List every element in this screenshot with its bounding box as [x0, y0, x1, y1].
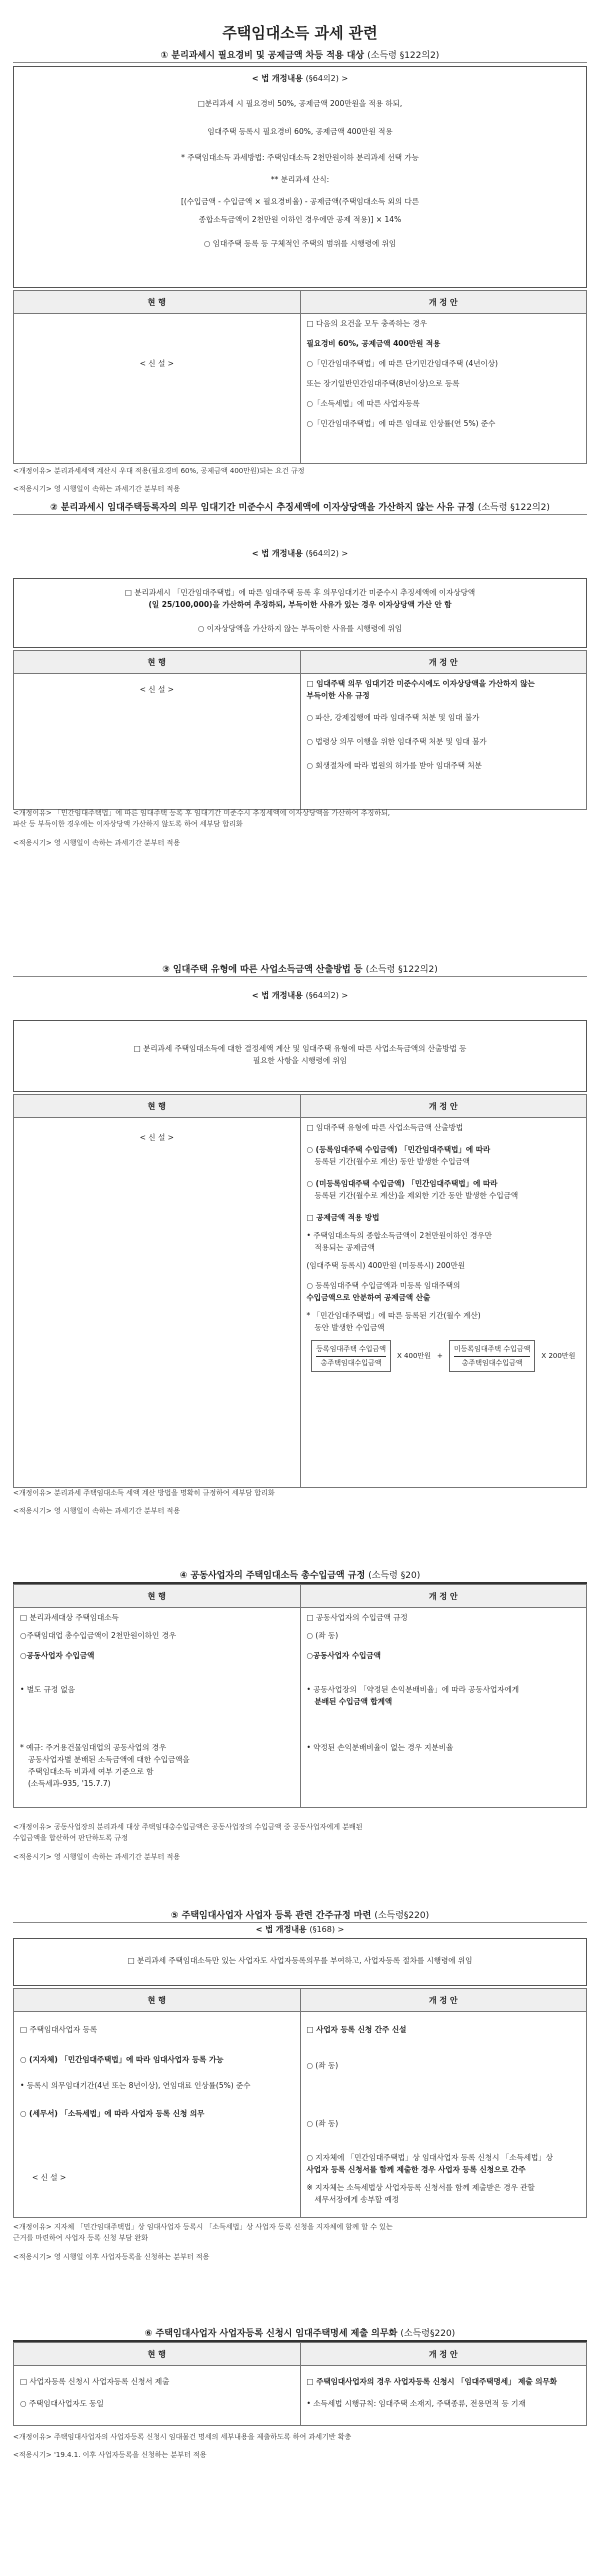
- section-3-proposed-line: ○ (등록임대주택 수입금액) 「민간임대주택법」에 따라: [306, 1145, 491, 1154]
- section-5-law-heading-ref: (§168) >: [309, 1925, 345, 1934]
- section-1-law-line: 임대주택 등록시 필요경비 60%, 공제금액 400만원 적용: [207, 127, 393, 136]
- section-5-law-box: [13, 1938, 587, 1986]
- section-3-law-box: [13, 1020, 587, 1092]
- section-1-law-lines: [14, 98, 586, 250]
- section-2-heading-text: ② 분리과세시 임대주택등록자의 의무 임대기간 미준수시 추징세액에 이자상당액을 가산하지 않는 사유 규정: [50, 503, 475, 513]
- section-5-note-reason: [13, 2222, 587, 2244]
- section-5-note-reason-line: <개정이유> 지자체 「민간임대주택법」상 임대사업자 등록시 「소득세법」상 사업자 등록 신청을 지자체에 함께 할 수 있는: [13, 2223, 393, 2231]
- section-1-proposed-line: 또는 장기일반민간임대주택(8년이상)으로 등록: [306, 379, 460, 388]
- section-5-current-line: ○ (지자체) 「민간임대주택법」에 따라 임대사업자 등록 가능: [20, 2055, 224, 2064]
- section-4-current-line: 공동사업자별 분배된 소득금액에 대한 수입금액을: [28, 1755, 190, 1764]
- section-4-proposed-line: • 약정된 손익분배비율이 없는 경우 지분비율: [306, 1743, 454, 1752]
- section-3-proposed-cell: [300, 1118, 587, 1488]
- section-4-note-reason-line: 수입금액을 합산하여 판단하도록 규정: [13, 1834, 128, 1842]
- section-1-note-reason: <개정이유> 분리과세세액 계산시 우대 적용(필요경비 60%, 공제금액 400만원)되는 요건 규정: [13, 467, 305, 475]
- section-5-proposed-line: 세무서장에게 송부할 예정: [314, 2195, 399, 2204]
- section-4-heading-ref: (소득령 §20): [368, 1571, 421, 1581]
- section-4-current-line: • 별도 규정 없음: [20, 1685, 76, 1694]
- section-3-proposed-line: 등록된 기간(월수로 계산) 동안 발생한 수입금액: [314, 1157, 470, 1166]
- section-1-law-line: ○ 임대주택 등록 등 구체적인 주택의 범위를 시행령에 위임: [203, 239, 397, 248]
- section-3-proposed-line: □ 임대주택 유형에 따른 사업소득금액 산출방법: [306, 1123, 464, 1132]
- section-3-proposed-line: 등록된 기간(월수로 계산)을 제외한 기간 동안 발생한 수입금액: [314, 1191, 519, 1200]
- section-4-current-line: ○공동사업자 수입금액: [20, 1651, 95, 1660]
- page-title: 주택임대소득 과세 관련: [222, 24, 378, 42]
- section-1-heading-text: ① 분리과세시 필요경비 및 공제금액 차등 적용 대상: [160, 51, 365, 61]
- section-1-proposed-line: 필요경비 60%, 공제금액 400만원 적용: [306, 339, 441, 348]
- section-2-current-cell: < 신 설 >: [14, 674, 301, 810]
- section-1-law-box: [13, 66, 587, 288]
- section-1-col-current: 현 행: [14, 291, 301, 314]
- formula-numerator: 등록임대주택 수입금액: [316, 1343, 386, 1357]
- section-3-col-proposed: 개 정 안: [300, 1095, 587, 1118]
- section-4-current-line: □ 분리과세대상 주택임대소득: [20, 1613, 119, 1622]
- section-5-proposed-line: ○ 지자체에 「민간임대주택법」상 임대사업자 등록 신청시 「소득세법」상: [306, 2153, 553, 2162]
- section-4-proposed-line: ○ (좌 동): [306, 1631, 339, 1640]
- section-1-rule: [13, 62, 587, 63]
- section-6-note-reason: <개정이유> 주택임대사업자의 사업자등록 신청시 임대물건 명세의 세부내용을 제출하도록 하여 과세기반 확충: [13, 2433, 352, 2441]
- section-4-current-cell: [14, 1608, 301, 1808]
- section-3-heading-text: ③ 임대주택 유형에 따른 사업소득금액 산출방법 등: [162, 965, 363, 975]
- section-6-note-time: <적용시기> '19.4.1. 이후 사업자등록을 신청하는 분부터 적용: [13, 2451, 207, 2459]
- section-4-current-line: * 예규: 주거용건물임대업의 공동사업의 경우: [20, 1743, 167, 1752]
- section-1-col-proposed: 개 정 안: [300, 291, 587, 314]
- section-2-law-heading-text: < 법 개정내용: [251, 549, 303, 558]
- formula-plus: +: [436, 1352, 443, 1360]
- section-3-note-time: <적용시기> 영 시행일이 속하는 과세기간 분부터 적용: [13, 1507, 181, 1515]
- section-5-law-heading-text: < 법 개정내용: [255, 1925, 307, 1934]
- section-3-law-heading: [0, 990, 600, 1001]
- section-3-proposed-line: ○ 등록임대주택 수입금액과 미등록 임대주택의: [306, 1281, 461, 1290]
- section-5-heading: [0, 1908, 600, 1921]
- section-4-note-reason: [13, 1822, 587, 1844]
- section-2-note-time: <적용시기> 영 시행일이 속하는 과세기간 분부터 적용: [13, 839, 181, 847]
- section-3-rule: [13, 976, 587, 977]
- section-2-proposed-line: □ 임대주택 의무 임대기간 미준수시에도 이자상당액을 가산하지 않는: [306, 679, 535, 688]
- formula-denominator: 총주택임대수입금액: [320, 1359, 382, 1367]
- section-1-heading-ref: (소득령 §122의2): [367, 51, 440, 61]
- section-6-current-cell: [14, 2366, 301, 2426]
- section-2-law-line: □ 분리과세시 「민간임대주택법」에 따른 임대주택 등록 후 의무임대기간 미준수시 추징세액에 이자상당액: [124, 588, 476, 597]
- formula-fraction-unregistered: [449, 1340, 536, 1372]
- section-5-current-line: < 신 설 >: [32, 2173, 67, 2182]
- section-1-law-line: ** 분리과세 산식:: [270, 175, 330, 184]
- section-3-law-heading-text: < 법 개정내용: [251, 991, 303, 1000]
- section-3-heading: [0, 962, 600, 975]
- section-6-current-line: □ 사업자등록 신청시 사업자등록 신청서 제출: [20, 2377, 170, 2386]
- section-5-heading-text: ⑤ 주택임대사업자 사업자 등록 관련 간주규정 마련: [170, 1911, 372, 1921]
- section-2-law-line: ○ 이자상당액을 가산하지 않는 부득이한 사유를 시행령에 위임: [197, 624, 403, 633]
- section-4-current-line: 주택임대소득 비과세 여부 기준으로 함: [28, 1767, 154, 1776]
- section-1-law-heading-text: < 법 개정내용: [251, 74, 303, 83]
- section-3-formula: [307, 1340, 581, 1372]
- section-1-law-line: □분리과세 시 필요경비 50%, 공제금액 200만원을 적용 하되,: [197, 99, 403, 108]
- section-3-proposed-line: (임대주택 등록시) 400만원 (미등록시) 200만원: [306, 1261, 466, 1270]
- section-4-table: [13, 1584, 587, 1808]
- section-1-proposed-line: ○「민간임대주택법」에 따른 임대료 인상률(연 5%) 준수: [306, 419, 496, 428]
- section-4-heading: [0, 1568, 600, 1581]
- section-6-heading: [0, 2326, 600, 2339]
- section-2-table: [13, 650, 587, 810]
- section-2-law-frame: [13, 578, 587, 648]
- section-2-proposed-line: 부득이한 사유 규정: [306, 691, 370, 700]
- section-3-proposed-line: 적용되는 공제금액: [314, 1243, 375, 1252]
- section-2-heading: [0, 500, 600, 513]
- section-3-heading-ref: (소득령 §122의2): [365, 965, 438, 975]
- section-2-col-proposed: 개 정 안: [300, 651, 587, 674]
- section-3-proposed-line: □ 공제금액 적용 방법: [306, 1213, 380, 1222]
- section-6-table: [13, 2342, 587, 2426]
- section-1-proposed-line: □ 다음의 요건을 모두 충족하는 경우: [306, 319, 427, 328]
- section-6-proposed-line: □ 주택임대사업자의 경우 사업자등록 신청시 「임대주택명세」 제출 의무화: [306, 2377, 557, 2386]
- section-1-proposed-line: ○「소득세법」에 따른 사업자등록: [306, 399, 420, 408]
- section-2-note-reason-line: <개정이유> 「민간임대주택법」에 따른 임대주택 등록 후 임대기간 미준수시 추징세액에 이자상당액을 가산하여 추징하되,: [13, 809, 391, 817]
- section-3-col-current: 현 행: [14, 1095, 301, 1118]
- section-6-proposed-line: • 소득세법 시행규칙: 임대주택 소재지, 주택종류, 전용면적 등 기재: [306, 2399, 526, 2408]
- section-5-col-current: 현 행: [14, 1989, 301, 2012]
- section-3-proposed-line: ○ (미등록임대주택 수입금액) 「민간임대주택법」에 따라: [306, 1179, 498, 1188]
- section-4-current-line: (소득세과-935, '15.7.7): [28, 1779, 111, 1788]
- section-6-current-line: ○ 주택임대사업자도 동일: [20, 2399, 104, 2408]
- section-4-col-proposed: 개 정 안: [300, 1585, 587, 1608]
- section-3-proposed-line: 동안 발생한 수입금액: [314, 1323, 385, 1332]
- section-5-proposed-line: 사업자 등록 신청서를 함께 제출한 경우 사업자 등록 신청으로 간주: [306, 2165, 526, 2174]
- section-2-note-reason-line: 파산 등 부득이한 경우에는 이자상당액 가산하지 않도록 하여 세부담 합리화: [13, 820, 243, 828]
- section-4-proposed-line: ○공동사업자 수입금액: [306, 1651, 381, 1660]
- section-1-proposed-line: ○「민간임대주택법」에 따른 단기민간임대주택 (4년이상): [306, 359, 498, 368]
- section-1-proposed-cell: [300, 314, 587, 464]
- section-1-law-line: 종합소득금액이 2천만원 이하인 경우에만 공제 적용)] × 14%: [198, 215, 402, 224]
- section-2-law-heading-ref: (§64의2) >: [305, 549, 349, 558]
- section-5-current-cell: [14, 2012, 301, 2218]
- section-1-note-time: <적용시기> 영 시행일이 속하는 과세기간 분부터 적용: [13, 485, 181, 493]
- section-5-proposed-line: ※ 지자체는 소득세법상 사업자등록 신청서를 함께 제출받은 경우 관할: [306, 2183, 535, 2192]
- section-2-col-current: 현 행: [14, 651, 301, 674]
- section-6-heading-text: ⑥ 주택임대사업자 사업자등록 신청시 임대주택명세 제출 의무화: [144, 2329, 398, 2339]
- section-6-col-current: 현 행: [14, 2343, 301, 2366]
- section-3-table: [13, 1094, 587, 1488]
- section-5-proposed-line: ○ (좌 동): [306, 2061, 339, 2070]
- section-3-proposed-line: 수입금액으로 안분하여 공제금액 산출: [306, 1293, 431, 1302]
- section-5-table: [13, 1988, 587, 2218]
- section-5-current-line: ○ (세무서) 「소득세법」에 따라 사업자 등록 신청 의무: [20, 2109, 205, 2118]
- section-6-proposed-cell: [300, 2366, 587, 2426]
- section-5-rule: [13, 1922, 587, 1923]
- section-5-law-line: □ 분리과세 주택임대소득만 있는 사업자도 사업자등록의무를 부여하고, 사업자등록 절차를 시행령에 위임: [127, 1956, 473, 1965]
- section-2-law-lines: [14, 587, 586, 635]
- section-1-law-line: * 주택임대소득 과세방법: 주택임대소득 2천만원이하 분리과세 선택 가능: [181, 153, 419, 162]
- section-5-current-line: • 등록시 의무임대기간(4년 또는 8년이상), 연임대료 인상률(5%) 준수: [20, 2081, 251, 2090]
- section-5-current-line: □ 주택임대사업자 등록: [20, 2025, 98, 2034]
- section-5-law-heading: [0, 1924, 600, 1935]
- section-1-law-line: [(수입금액 - 수입금액 × 필요경비율) - 공제금액(주택임대소득 외의 다른: [180, 197, 420, 206]
- section-4-note-reason-line: <개정이유> 공동사업장의 분리과세 대상 주택임대총수입금액은 공동사업장의 수입금액 중 공동사업자에게 분배된: [13, 1823, 363, 1831]
- section-2-proposed-line: ○ 법령상 의무 이행을 위한 임대주택 처분 및 임대 불가: [306, 737, 487, 746]
- section-1-law-heading-ref: (§64의2) >: [305, 74, 349, 83]
- section-6-col-proposed: 개 정 안: [300, 2343, 587, 2366]
- section-4-note-time: <적용시기> 영 시행일이 속하는 과세기간 분부터 적용: [13, 1853, 181, 1861]
- section-2-rule: [13, 514, 587, 515]
- section-5-note-reason-line: 근거를 마련하여 사업자 등록 신청 부담 완화: [13, 2234, 149, 2242]
- section-1-table: [13, 290, 587, 464]
- section-4-proposed-line: 분배된 수입금액 합계액: [314, 1697, 393, 1706]
- section-6-heading-ref: (소득령§220): [400, 2329, 456, 2339]
- formula-numerator: 미등록임대주택 수입금액: [454, 1343, 531, 1357]
- section-4-proposed-line: □ 공동사업자의 수입금액 규정: [306, 1613, 408, 1622]
- section-4-heading-text: ④ 공동사업자의 주택임대소득 총수입금액 규정: [179, 1571, 366, 1581]
- section-1-current-cell: < 신 설 >: [14, 314, 301, 464]
- section-4-proposed-line: • 공동사업장의 「약정된 손익분배비율」에 따라 공동사업자에게: [306, 1685, 519, 1694]
- formula-denominator: 총주택임대수입금액: [461, 1359, 523, 1367]
- section-1-law-heading: [14, 73, 586, 84]
- formula-multiplier: X 400만원: [397, 1352, 431, 1360]
- section-4-current-line: ○주택임대업 총수입금액이 2천만원이하인 경우: [20, 1631, 177, 1640]
- section-3-law-heading-ref: (§64의2) >: [305, 991, 349, 1000]
- section-2-proposed-cell: [300, 674, 587, 810]
- formula-fraction-registered: [311, 1340, 391, 1372]
- section-2-law-line: (일 25/100,000)을 가산하여 추징하되, 부득이한 사유가 있는 경우 이자상당액 가산 안 함: [148, 600, 452, 609]
- section-2-proposed-line: ○ 회생절차에 따라 법원의 허가를 받아 임대주택 처분: [306, 761, 482, 770]
- section-5-heading-ref: (소득령§220): [374, 1911, 430, 1921]
- section-2-heading-ref: (소득령 §122의2): [477, 503, 550, 513]
- section-4-proposed-cell: [300, 1608, 587, 1808]
- section-5-proposed-line: □ 사업자 등록 신청 간주 신설: [306, 2025, 407, 2034]
- section-3-note-reason: <개정이유> 분리과세 주택임대소득 세액 계산 방법을 명확히 규정하여 세부담 합리화: [13, 1489, 275, 1497]
- section-1-heading: [0, 48, 600, 61]
- section-4-col-current: 현 행: [14, 1585, 301, 1608]
- section-5-proposed-cell: [300, 2012, 587, 2218]
- section-5-proposed-line: ○ (좌 동): [306, 2119, 339, 2128]
- section-5-note-time: <적용시기> 영 시행일 이후 사업자등록을 신청하는 분부터 적용: [13, 2253, 210, 2261]
- section-2-note-reason: [13, 808, 587, 830]
- section-3-law-line: □ 분리과세 주택임대소득에 대한 결정세액 계산 및 임대주택 유형에 따른 사업소득금액의 산출방법 등: [133, 1044, 467, 1053]
- formula-multiplier: X 200만원: [541, 1352, 576, 1360]
- section-5-col-proposed: 개 정 안: [300, 1989, 587, 2012]
- section-2-law-heading: [13, 548, 587, 559]
- section-3-proposed-line: * 「민간임대주택법」에 따른 등록된 기간(월수 계산): [306, 1311, 481, 1320]
- section-3-proposed-line: • 주택임대소득의 종합소득금액이 2천만원이하인 경우만: [306, 1231, 492, 1240]
- section-3-law-lines: [14, 1043, 586, 1067]
- section-2-proposed-line: ○ 파산, 강제집행에 따라 임대주택 처분 및 임대 불가: [306, 713, 480, 722]
- section-3-law-line: 필요한 사항을 시행령에 위임: [252, 1056, 348, 1065]
- section-3-current-cell: < 신 설 >: [14, 1118, 301, 1488]
